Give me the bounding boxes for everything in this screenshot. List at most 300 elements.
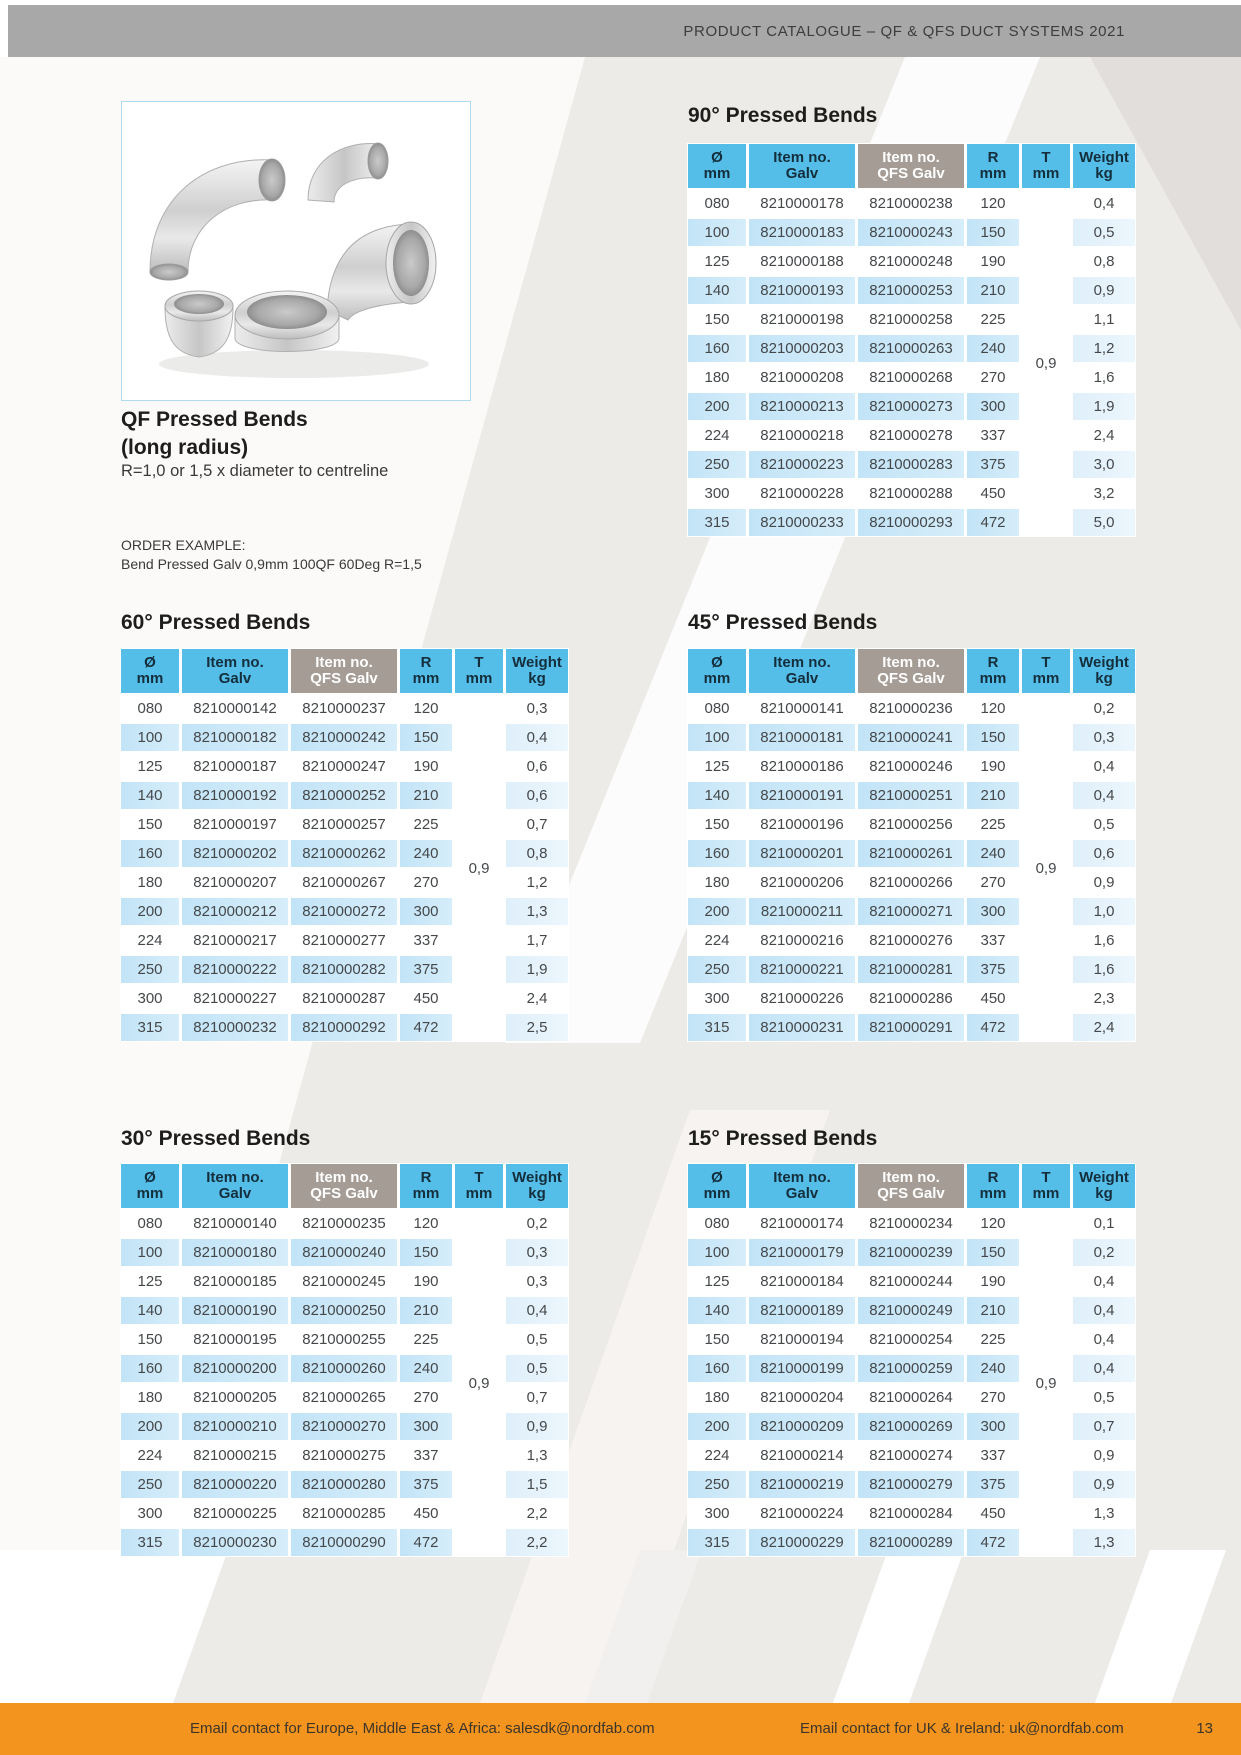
item-no-qfs-galv-cell: 8210000239 bbox=[858, 1239, 964, 1266]
diameter-cell: 125 bbox=[121, 753, 179, 780]
weight-cell: 1,1 bbox=[1073, 306, 1135, 333]
item-no-galv-cell: 8210000189 bbox=[749, 1297, 855, 1324]
column-header-r-mm: R mm bbox=[967, 649, 1019, 693]
item-no-galv-cell: 8210000212 bbox=[182, 898, 288, 925]
r-mm-cell: 150 bbox=[967, 724, 1019, 751]
item-no-qfs-galv-cell: 8210000245 bbox=[291, 1268, 397, 1295]
item-no-qfs-galv-cell: 8210000268 bbox=[858, 364, 964, 391]
item-no-qfs-galv-cell: 8210000241 bbox=[858, 724, 964, 751]
diameter-cell: 160 bbox=[688, 1355, 746, 1382]
table-45deg-pressed-bends bbox=[687, 648, 1136, 1042]
item-no-qfs-galv-cell: 8210000274 bbox=[858, 1442, 964, 1469]
order-example-text: Bend Pressed Galv 0,9mm 100QF 60Deg R=1,5 bbox=[121, 556, 422, 572]
item-no-qfs-galv-cell: 8210000279 bbox=[858, 1471, 964, 1498]
weight-cell: 5,0 bbox=[1073, 509, 1135, 536]
diameter-cell: 180 bbox=[121, 1384, 179, 1411]
weight-cell: 1,0 bbox=[1073, 898, 1135, 925]
column-header-r-mm: R mm bbox=[400, 1164, 452, 1208]
product-name-line1: QF Pressed Bends bbox=[121, 408, 308, 431]
item-no-galv-cell: 8210000214 bbox=[749, 1442, 855, 1469]
item-no-galv-cell: 8210000209 bbox=[749, 1413, 855, 1440]
page-number: 13 bbox=[1196, 1720, 1213, 1737]
r-mm-cell: 300 bbox=[967, 1413, 1019, 1440]
item-no-galv-cell: 8210000174 bbox=[749, 1210, 855, 1237]
r-mm-cell: 300 bbox=[400, 898, 452, 925]
item-no-galv-cell: 8210000200 bbox=[182, 1355, 288, 1382]
item-no-galv-cell: 8210000219 bbox=[749, 1471, 855, 1498]
diameter-cell: 315 bbox=[688, 1014, 746, 1041]
r-mm-cell: 270 bbox=[967, 869, 1019, 896]
weight-cell: 1,9 bbox=[506, 956, 568, 983]
item-no-qfs-galv-cell: 8210000265 bbox=[291, 1384, 397, 1411]
weight-cell: 0,7 bbox=[506, 811, 568, 838]
table-title-15deg: 15° Pressed Bends bbox=[688, 1127, 878, 1150]
r-mm-cell: 337 bbox=[400, 927, 452, 954]
weight-cell: 0,9 bbox=[1073, 1442, 1135, 1469]
item-no-galv-cell: 8210000188 bbox=[749, 248, 855, 275]
r-mm-cell: 450 bbox=[967, 985, 1019, 1012]
product-name bbox=[121, 406, 308, 462]
item-no-galv-cell: 8210000202 bbox=[182, 840, 288, 867]
weight-cell: 1,9 bbox=[1073, 393, 1135, 420]
diameter-cell: 200 bbox=[688, 898, 746, 925]
item-no-galv-cell: 8210000180 bbox=[182, 1239, 288, 1266]
weight-cell: 2,4 bbox=[506, 985, 568, 1012]
item-no-galv-cell: 8210000223 bbox=[749, 451, 855, 478]
top-header-bar bbox=[8, 5, 1241, 57]
item-no-galv-cell: 8210000199 bbox=[749, 1355, 855, 1382]
r-mm-cell: 450 bbox=[967, 480, 1019, 507]
item-no-qfs-galv-cell: 8210000242 bbox=[291, 724, 397, 751]
item-no-qfs-galv-cell: 8210000237 bbox=[291, 695, 397, 722]
item-no-qfs-galv-cell: 8210000286 bbox=[858, 985, 964, 1012]
item-no-qfs-galv-cell: 8210000236 bbox=[858, 695, 964, 722]
product-subtitle: R=1,0 or 1,5 x diameter to centreline bbox=[121, 462, 389, 480]
r-mm-cell: 190 bbox=[967, 753, 1019, 780]
item-no-galv-cell: 8210000233 bbox=[749, 509, 855, 536]
r-mm-cell: 225 bbox=[967, 306, 1019, 333]
r-mm-cell: 225 bbox=[967, 1326, 1019, 1353]
diameter-cell: 300 bbox=[688, 480, 746, 507]
item-no-qfs-galv-cell: 8210000280 bbox=[291, 1471, 397, 1498]
item-no-qfs-galv-cell: 8210000235 bbox=[291, 1210, 397, 1237]
r-mm-cell: 240 bbox=[967, 840, 1019, 867]
diameter-cell: 100 bbox=[121, 724, 179, 751]
item-no-galv-cell: 8210000187 bbox=[182, 753, 288, 780]
weight-cell: 1,7 bbox=[506, 927, 568, 954]
item-no-galv-cell: 8210000210 bbox=[182, 1413, 288, 1440]
t-mm-merged-value: 0,9 bbox=[1022, 1210, 1070, 1556]
diameter-cell: 150 bbox=[121, 1326, 179, 1353]
weight-cell: 1,6 bbox=[1073, 364, 1135, 391]
r-mm-cell: 450 bbox=[967, 1500, 1019, 1527]
r-mm-cell: 450 bbox=[400, 985, 452, 1012]
weight-cell: 0,4 bbox=[506, 1297, 568, 1324]
diameter-cell: 224 bbox=[688, 927, 746, 954]
diameter-cell: 180 bbox=[688, 364, 746, 391]
item-no-qfs-galv-cell: 8210000240 bbox=[291, 1239, 397, 1266]
diameter-cell: 200 bbox=[688, 1413, 746, 1440]
diameter-cell: 140 bbox=[121, 782, 179, 809]
diameter-cell: 125 bbox=[688, 248, 746, 275]
weight-cell: 1,3 bbox=[506, 898, 568, 925]
column-header-diameter: Ø mm bbox=[121, 649, 179, 693]
item-no-qfs-galv-cell: 8210000270 bbox=[291, 1413, 397, 1440]
item-no-galv-cell: 8210000222 bbox=[182, 956, 288, 983]
t-mm-merged-value: 0,9 bbox=[455, 695, 503, 1041]
item-no-galv-cell: 8210000217 bbox=[182, 927, 288, 954]
weight-cell: 0,4 bbox=[1073, 190, 1135, 217]
item-no-galv-cell: 8210000205 bbox=[182, 1384, 288, 1411]
weight-cell: 1,3 bbox=[1073, 1500, 1135, 1527]
footer-contact-uk[interactable]: Email contact for UK & Ireland: uk@nordfab.com bbox=[800, 1720, 1124, 1737]
weight-cell: 0,4 bbox=[1073, 782, 1135, 809]
item-no-qfs-galv-cell: 8210000293 bbox=[858, 509, 964, 536]
weight-cell: 0,7 bbox=[506, 1384, 568, 1411]
column-header-item-no-qfs-galv: Item no. QFS Galv bbox=[858, 1164, 964, 1208]
column-header-weight: Weight kg bbox=[1073, 144, 1135, 188]
item-no-qfs-galv-cell: 8210000234 bbox=[858, 1210, 964, 1237]
diameter-cell: 140 bbox=[688, 782, 746, 809]
diameter-cell: 180 bbox=[688, 1384, 746, 1411]
item-no-galv-cell: 8210000197 bbox=[182, 811, 288, 838]
item-no-galv-cell: 8210000232 bbox=[182, 1014, 288, 1041]
r-mm-cell: 210 bbox=[967, 782, 1019, 809]
item-no-qfs-galv-cell: 8210000248 bbox=[858, 248, 964, 275]
footer-bar bbox=[0, 1703, 1241, 1755]
r-mm-cell: 225 bbox=[400, 1326, 452, 1353]
item-no-galv-cell: 8210000179 bbox=[749, 1239, 855, 1266]
product-name-line2: (long radius) bbox=[121, 436, 249, 459]
r-mm-cell: 375 bbox=[967, 451, 1019, 478]
r-mm-cell: 337 bbox=[967, 422, 1019, 449]
item-no-galv-cell: 8210000182 bbox=[182, 724, 288, 751]
item-no-qfs-galv-cell: 8210000263 bbox=[858, 335, 964, 362]
item-no-qfs-galv-cell: 8210000287 bbox=[291, 985, 397, 1012]
diameter-cell: 224 bbox=[688, 1442, 746, 1469]
r-mm-cell: 270 bbox=[400, 869, 452, 896]
item-no-galv-cell: 8210000181 bbox=[749, 724, 855, 751]
weight-cell: 2,2 bbox=[506, 1500, 568, 1527]
item-no-qfs-galv-cell: 8210000238 bbox=[858, 190, 964, 217]
item-no-galv-cell: 8210000193 bbox=[749, 277, 855, 304]
diameter-cell: 300 bbox=[121, 985, 179, 1012]
r-mm-cell: 337 bbox=[967, 1442, 1019, 1469]
product-photo bbox=[121, 101, 471, 401]
item-no-qfs-galv-cell: 8210000269 bbox=[858, 1413, 964, 1440]
item-no-qfs-galv-cell: 8210000243 bbox=[858, 219, 964, 246]
column-header-weight: Weight kg bbox=[1073, 649, 1135, 693]
diameter-cell: 250 bbox=[121, 1471, 179, 1498]
column-header-diameter: Ø mm bbox=[121, 1164, 179, 1208]
r-mm-cell: 270 bbox=[967, 364, 1019, 391]
r-mm-cell: 240 bbox=[967, 1355, 1019, 1382]
item-no-qfs-galv-cell: 8210000251 bbox=[858, 782, 964, 809]
weight-cell: 0,2 bbox=[1073, 1239, 1135, 1266]
weight-cell: 0,4 bbox=[1073, 1355, 1135, 1382]
weight-cell: 2,5 bbox=[506, 1014, 568, 1041]
diameter-cell: 224 bbox=[121, 927, 179, 954]
r-mm-cell: 210 bbox=[400, 1297, 452, 1324]
order-example-label: ORDER EXAMPLE: bbox=[121, 537, 246, 553]
t-mm-merged-value: 0,9 bbox=[1022, 190, 1070, 536]
diameter-cell: 125 bbox=[688, 1268, 746, 1295]
diameter-cell: 180 bbox=[121, 869, 179, 896]
column-header-t-mm: T mm bbox=[1022, 144, 1070, 188]
item-no-galv-cell: 8210000213 bbox=[749, 393, 855, 420]
diameter-cell: 150 bbox=[688, 811, 746, 838]
item-no-qfs-galv-cell: 8210000266 bbox=[858, 869, 964, 896]
item-no-galv-cell: 8210000191 bbox=[749, 782, 855, 809]
weight-cell: 0,8 bbox=[506, 840, 568, 867]
weight-cell: 0,3 bbox=[506, 1239, 568, 1266]
r-mm-cell: 190 bbox=[400, 1268, 452, 1295]
table-30deg-pressed-bends bbox=[120, 1163, 569, 1557]
r-mm-cell: 210 bbox=[967, 277, 1019, 304]
r-mm-cell: 150 bbox=[967, 1239, 1019, 1266]
weight-cell: 0,9 bbox=[1073, 277, 1135, 304]
catalogue-title: PRODUCT CATALOGUE – QF & QFS DUCT SYSTEMS 2021 bbox=[683, 22, 1125, 40]
diameter-cell: 080 bbox=[688, 190, 746, 217]
weight-cell: 0,5 bbox=[1073, 219, 1135, 246]
item-no-galv-cell: 8210000178 bbox=[749, 190, 855, 217]
item-no-galv-cell: 8210000225 bbox=[182, 1500, 288, 1527]
weight-cell: 0,4 bbox=[1073, 1268, 1135, 1295]
weight-cell: 0,4 bbox=[1073, 1297, 1135, 1324]
column-header-item-no-galv: Item no. Galv bbox=[182, 649, 288, 693]
item-no-galv-cell: 8210000216 bbox=[749, 927, 855, 954]
diameter-cell: 300 bbox=[688, 985, 746, 1012]
weight-cell: 1,3 bbox=[1073, 1529, 1135, 1556]
r-mm-cell: 300 bbox=[967, 898, 1019, 925]
weight-cell: 0,3 bbox=[506, 1268, 568, 1295]
r-mm-cell: 472 bbox=[967, 509, 1019, 536]
r-mm-cell: 150 bbox=[400, 724, 452, 751]
item-no-galv-cell: 8210000140 bbox=[182, 1210, 288, 1237]
r-mm-cell: 225 bbox=[400, 811, 452, 838]
weight-cell: 2,4 bbox=[1073, 422, 1135, 449]
column-header-t-mm: T mm bbox=[1022, 1164, 1070, 1208]
r-mm-cell: 337 bbox=[400, 1442, 452, 1469]
item-no-galv-cell: 8210000141 bbox=[749, 695, 855, 722]
r-mm-cell: 450 bbox=[400, 1500, 452, 1527]
item-no-qfs-galv-cell: 8210000244 bbox=[858, 1268, 964, 1295]
item-no-galv-cell: 8210000203 bbox=[749, 335, 855, 362]
r-mm-cell: 472 bbox=[400, 1014, 452, 1041]
column-header-item-no-galv: Item no. Galv bbox=[749, 649, 855, 693]
item-no-qfs-galv-cell: 8210000273 bbox=[858, 393, 964, 420]
diameter-cell: 160 bbox=[688, 840, 746, 867]
item-no-qfs-galv-cell: 8210000272 bbox=[291, 898, 397, 925]
table-60deg-pressed-bends bbox=[120, 648, 569, 1042]
item-no-qfs-galv-cell: 8210000255 bbox=[291, 1326, 397, 1353]
column-header-r-mm: R mm bbox=[967, 144, 1019, 188]
diameter-cell: 224 bbox=[121, 1442, 179, 1469]
weight-cell: 0,9 bbox=[1073, 869, 1135, 896]
weight-cell: 0,6 bbox=[506, 753, 568, 780]
weight-cell: 2,3 bbox=[1073, 985, 1135, 1012]
weight-cell: 0,3 bbox=[1073, 724, 1135, 751]
column-header-weight: Weight kg bbox=[1073, 1164, 1135, 1208]
item-no-qfs-galv-cell: 8210000284 bbox=[858, 1500, 964, 1527]
item-no-qfs-galv-cell: 8210000267 bbox=[291, 869, 397, 896]
diameter-cell: 300 bbox=[121, 1500, 179, 1527]
weight-cell: 1,2 bbox=[1073, 335, 1135, 362]
item-no-galv-cell: 8210000183 bbox=[749, 219, 855, 246]
r-mm-cell: 375 bbox=[967, 1471, 1019, 1498]
table-15deg-pressed-bends bbox=[687, 1163, 1136, 1557]
weight-cell: 0,9 bbox=[1073, 1471, 1135, 1498]
r-mm-cell: 270 bbox=[967, 1384, 1019, 1411]
r-mm-cell: 270 bbox=[400, 1384, 452, 1411]
column-header-weight: Weight kg bbox=[506, 1164, 568, 1208]
column-header-diameter: Ø mm bbox=[688, 1164, 746, 1208]
item-no-qfs-galv-cell: 8210000289 bbox=[858, 1529, 964, 1556]
weight-cell: 2,4 bbox=[1073, 1014, 1135, 1041]
table-title-45deg: 45° Pressed Bends bbox=[688, 611, 878, 634]
column-header-item-no-galv: Item no. Galv bbox=[749, 1164, 855, 1208]
r-mm-cell: 210 bbox=[967, 1297, 1019, 1324]
r-mm-cell: 337 bbox=[967, 927, 1019, 954]
footer-contact-emea[interactable]: Email contact for Europe, Middle East & Africa: salesdk@nordfab.com bbox=[190, 1720, 655, 1737]
weight-cell: 1,2 bbox=[506, 869, 568, 896]
diameter-cell: 315 bbox=[688, 509, 746, 536]
weight-cell: 0,8 bbox=[1073, 248, 1135, 275]
diameter-cell: 100 bbox=[688, 219, 746, 246]
t-mm-merged-value: 0,9 bbox=[455, 1210, 503, 1556]
item-no-galv-cell: 8210000207 bbox=[182, 869, 288, 896]
diameter-cell: 100 bbox=[121, 1239, 179, 1266]
diameter-cell: 140 bbox=[688, 277, 746, 304]
diameter-cell: 150 bbox=[121, 811, 179, 838]
column-header-r-mm: R mm bbox=[400, 649, 452, 693]
item-no-galv-cell: 8210000190 bbox=[182, 1297, 288, 1324]
item-no-galv-cell: 8210000204 bbox=[749, 1384, 855, 1411]
item-no-qfs-galv-cell: 8210000257 bbox=[291, 811, 397, 838]
r-mm-cell: 210 bbox=[400, 782, 452, 809]
diameter-cell: 080 bbox=[688, 1210, 746, 1237]
column-header-t-mm: T mm bbox=[455, 1164, 503, 1208]
item-no-galv-cell: 8210000185 bbox=[182, 1268, 288, 1295]
item-no-galv-cell: 8210000229 bbox=[749, 1529, 855, 1556]
weight-cell: 0,7 bbox=[1073, 1413, 1135, 1440]
pressed-bends-photo-image bbox=[122, 102, 470, 400]
table-title-30deg: 30° Pressed Bends bbox=[121, 1127, 311, 1150]
diameter-cell: 140 bbox=[688, 1297, 746, 1324]
r-mm-cell: 240 bbox=[400, 1355, 452, 1382]
weight-cell: 0,9 bbox=[506, 1413, 568, 1440]
table-title-90deg: 90° Pressed Bends bbox=[688, 104, 878, 127]
item-no-galv-cell: 8210000142 bbox=[182, 695, 288, 722]
diameter-cell: 250 bbox=[688, 1471, 746, 1498]
r-mm-cell: 120 bbox=[967, 695, 1019, 722]
item-no-qfs-galv-cell: 8210000275 bbox=[291, 1442, 397, 1469]
weight-cell: 3,2 bbox=[1073, 480, 1135, 507]
weight-cell: 0,2 bbox=[1073, 695, 1135, 722]
column-header-item-no-qfs-galv: Item no. QFS Galv bbox=[291, 649, 397, 693]
item-no-galv-cell: 8210000215 bbox=[182, 1442, 288, 1469]
item-no-qfs-galv-cell: 8210000262 bbox=[291, 840, 397, 867]
item-no-galv-cell: 8210000230 bbox=[182, 1529, 288, 1556]
item-no-galv-cell: 8210000218 bbox=[749, 422, 855, 449]
diameter-cell: 250 bbox=[688, 451, 746, 478]
item-no-qfs-galv-cell: 8210000285 bbox=[291, 1500, 397, 1527]
weight-cell: 2,2 bbox=[506, 1529, 568, 1556]
r-mm-cell: 375 bbox=[400, 956, 452, 983]
item-no-galv-cell: 8210000195 bbox=[182, 1326, 288, 1353]
column-header-item-no-qfs-galv: Item no. QFS Galv bbox=[291, 1164, 397, 1208]
item-no-qfs-galv-cell: 8210000253 bbox=[858, 277, 964, 304]
item-no-galv-cell: 8210000226 bbox=[749, 985, 855, 1012]
r-mm-cell: 150 bbox=[400, 1239, 452, 1266]
r-mm-cell: 120 bbox=[400, 1210, 452, 1237]
diameter-cell: 160 bbox=[121, 1355, 179, 1382]
item-no-galv-cell: 8210000196 bbox=[749, 811, 855, 838]
item-no-galv-cell: 8210000198 bbox=[749, 306, 855, 333]
item-no-qfs-galv-cell: 8210000288 bbox=[858, 480, 964, 507]
weight-cell: 1,6 bbox=[1073, 927, 1135, 954]
item-no-galv-cell: 8210000184 bbox=[749, 1268, 855, 1295]
diameter-cell: 140 bbox=[121, 1297, 179, 1324]
column-header-item-no-galv: Item no. Galv bbox=[749, 144, 855, 188]
diameter-cell: 200 bbox=[688, 393, 746, 420]
item-no-galv-cell: 8210000206 bbox=[749, 869, 855, 896]
item-no-qfs-galv-cell: 8210000261 bbox=[858, 840, 964, 867]
column-header-t-mm: T mm bbox=[455, 649, 503, 693]
r-mm-cell: 225 bbox=[967, 811, 1019, 838]
column-header-item-no-qfs-galv: Item no. QFS Galv bbox=[858, 144, 964, 188]
item-no-qfs-galv-cell: 8210000281 bbox=[858, 956, 964, 983]
column-header-item-no-qfs-galv: Item no. QFS Galv bbox=[858, 649, 964, 693]
item-no-galv-cell: 8210000227 bbox=[182, 985, 288, 1012]
column-header-r-mm: R mm bbox=[967, 1164, 1019, 1208]
r-mm-cell: 472 bbox=[967, 1529, 1019, 1556]
diameter-cell: 080 bbox=[121, 695, 179, 722]
item-no-galv-cell: 8210000201 bbox=[749, 840, 855, 867]
diameter-cell: 100 bbox=[688, 1239, 746, 1266]
item-no-galv-cell: 8210000208 bbox=[749, 364, 855, 391]
diameter-cell: 180 bbox=[688, 869, 746, 896]
r-mm-cell: 240 bbox=[967, 335, 1019, 362]
r-mm-cell: 300 bbox=[967, 393, 1019, 420]
item-no-qfs-galv-cell: 8210000247 bbox=[291, 753, 397, 780]
item-no-qfs-galv-cell: 8210000276 bbox=[858, 927, 964, 954]
weight-cell: 0,5 bbox=[506, 1355, 568, 1382]
item-no-qfs-galv-cell: 8210000259 bbox=[858, 1355, 964, 1382]
weight-cell: 3,0 bbox=[1073, 451, 1135, 478]
weight-cell: 1,3 bbox=[506, 1442, 568, 1469]
r-mm-cell: 120 bbox=[400, 695, 452, 722]
weight-cell: 0,3 bbox=[506, 695, 568, 722]
diameter-cell: 150 bbox=[688, 1326, 746, 1353]
item-no-qfs-galv-cell: 8210000292 bbox=[291, 1014, 397, 1041]
item-no-qfs-galv-cell: 8210000291 bbox=[858, 1014, 964, 1041]
weight-cell: 1,6 bbox=[1073, 956, 1135, 983]
r-mm-cell: 120 bbox=[967, 1210, 1019, 1237]
weight-cell: 0,2 bbox=[506, 1210, 568, 1237]
item-no-qfs-galv-cell: 8210000249 bbox=[858, 1297, 964, 1324]
item-no-galv-cell: 8210000186 bbox=[749, 753, 855, 780]
weight-cell: 1,5 bbox=[506, 1471, 568, 1498]
diameter-cell: 224 bbox=[688, 422, 746, 449]
diameter-cell: 080 bbox=[688, 695, 746, 722]
diameter-cell: 080 bbox=[121, 1210, 179, 1237]
item-no-galv-cell: 8210000228 bbox=[749, 480, 855, 507]
r-mm-cell: 190 bbox=[400, 753, 452, 780]
diameter-cell: 315 bbox=[121, 1529, 179, 1556]
weight-cell: 0,5 bbox=[1073, 1384, 1135, 1411]
diameter-cell: 200 bbox=[121, 898, 179, 925]
